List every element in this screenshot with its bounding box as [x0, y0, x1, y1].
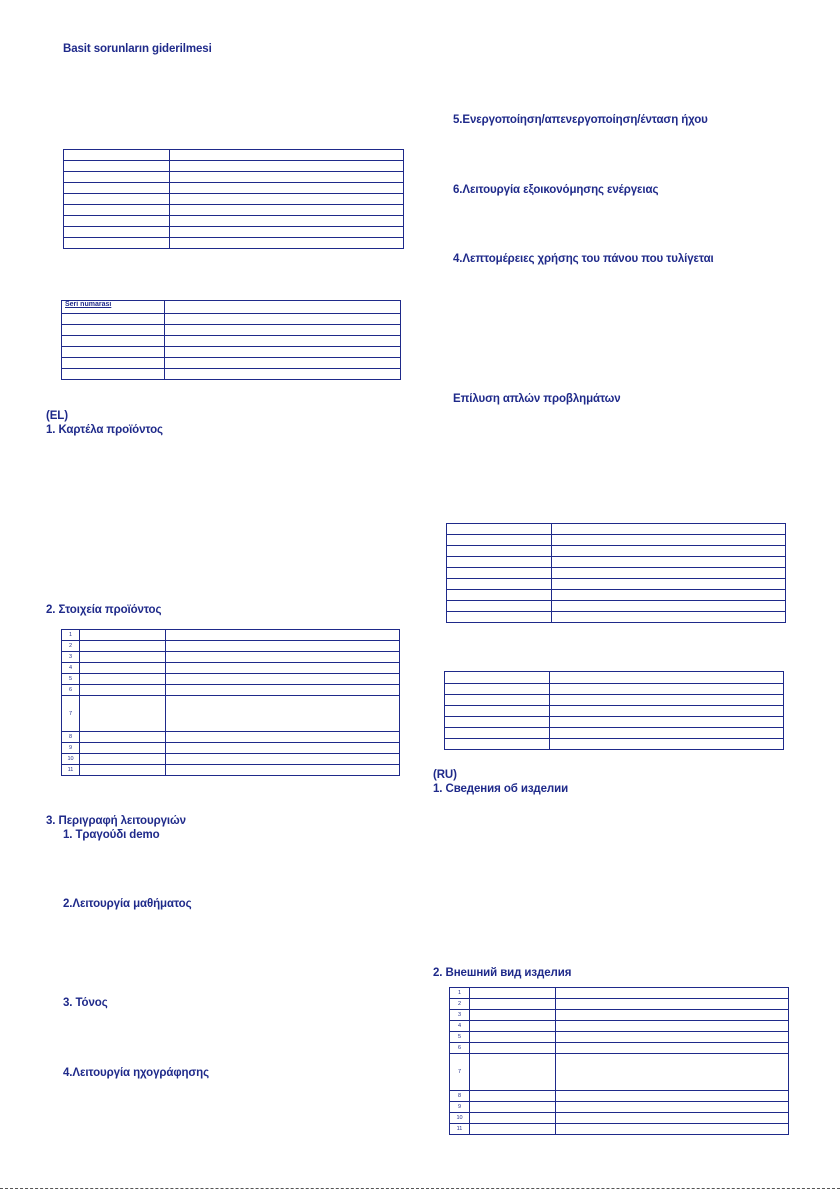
table-cell	[552, 524, 786, 535]
table-cell	[556, 999, 789, 1010]
page-bottom-divider	[0, 1188, 840, 1189]
item-number: 3	[62, 652, 80, 663]
item-number: 5	[62, 674, 80, 685]
table-cell	[445, 739, 550, 750]
item-number: 4	[62, 663, 80, 674]
table-cell	[556, 1091, 789, 1102]
table-cell	[62, 325, 165, 336]
table-cell	[470, 1021, 556, 1032]
table-cell	[447, 612, 552, 623]
table-cell	[552, 546, 786, 557]
table-cell	[552, 590, 786, 601]
item-number: 2	[450, 999, 470, 1010]
table-cell	[556, 988, 789, 999]
table-cell	[166, 732, 400, 743]
table-cell	[470, 1032, 556, 1043]
el-section-label: (EL)	[46, 410, 68, 422]
table-cell	[550, 672, 784, 684]
table-cell	[470, 1010, 556, 1021]
table-cell	[556, 1102, 789, 1113]
table-cell	[445, 684, 550, 695]
table-cell	[80, 732, 166, 743]
el-demo-song-heading: 1. Τραγούδι demo	[63, 829, 160, 841]
tr-troubleshooting-heading: Basit sorunların giderilmesi	[63, 43, 212, 55]
table-cell	[447, 535, 552, 546]
table-cell	[556, 1054, 789, 1091]
table-cell	[64, 172, 170, 183]
table-cell	[80, 652, 166, 663]
table-cell	[166, 765, 400, 776]
el-lesson-mode-heading: 2.Λειτουργία μαθήματος	[63, 898, 192, 910]
table-cell	[64, 194, 170, 205]
table-cell	[165, 347, 401, 358]
table-cell	[80, 765, 166, 776]
table-cell	[552, 612, 786, 623]
table-cell	[552, 568, 786, 579]
el-product-elements-table	[61, 629, 400, 776]
table-cell	[166, 674, 400, 685]
table-cell	[62, 369, 165, 380]
table-cell	[62, 358, 165, 369]
table-cell	[64, 161, 170, 172]
table-cell	[552, 535, 786, 546]
table-cell	[80, 696, 166, 732]
table-cell	[556, 1032, 789, 1043]
table-cell	[550, 717, 784, 728]
table-cell	[170, 205, 404, 216]
item-number: 7	[62, 696, 80, 732]
item-number: 3	[450, 1010, 470, 1021]
table-cell	[447, 590, 552, 601]
table-cell	[552, 601, 786, 612]
table-cell	[80, 630, 166, 641]
el-functions-heading: 3. Περιγραφή λειτουργιών	[46, 815, 186, 827]
item-number: 9	[450, 1102, 470, 1113]
table-cell	[80, 641, 166, 652]
table-cell	[62, 336, 165, 347]
table-cell	[170, 194, 404, 205]
table-cell	[470, 988, 556, 999]
table-cell	[445, 672, 550, 684]
table-cell	[556, 1043, 789, 1054]
table-cell	[80, 674, 166, 685]
table-cell	[470, 1124, 556, 1135]
table-cell	[80, 685, 166, 696]
ru-product-info-heading: 1. Сведения об изделии	[433, 783, 569, 795]
table-cell	[166, 652, 400, 663]
table-cell	[556, 1113, 789, 1124]
table-cell	[550, 706, 784, 717]
table-cell	[445, 717, 550, 728]
table-cell	[447, 524, 552, 535]
item-number: 9	[62, 743, 80, 754]
item-number: 4	[450, 1021, 470, 1032]
table-cell	[447, 568, 552, 579]
tr-troubleshooting-table	[63, 149, 404, 249]
table-cell	[64, 238, 170, 249]
table-cell	[550, 684, 784, 695]
table-cell	[552, 557, 786, 568]
table-cell	[170, 183, 404, 194]
el-energy-saving-heading: 6.Λειτουργία εξοικονόμησης ενέργειας	[453, 184, 659, 196]
table-cell	[470, 1102, 556, 1113]
table-cell	[165, 301, 401, 314]
ru-product-view-table	[449, 987, 789, 1135]
tr-serial-table	[61, 300, 401, 380]
el-product-card-heading: 1. Καρτέλα προϊόντος	[46, 424, 163, 436]
table-cell	[165, 358, 401, 369]
el-product-elements-heading: 2. Στοιχεία προϊόντος	[46, 604, 162, 616]
table-cell	[166, 630, 400, 641]
table-cell	[550, 728, 784, 739]
table-cell	[170, 150, 404, 161]
item-number: 8	[450, 1091, 470, 1102]
el-recording-heading: 4.Λειτουργία ηχογράφησης	[63, 1067, 209, 1079]
table-cell	[556, 1021, 789, 1032]
table-cell	[550, 739, 784, 750]
item-number: 2	[62, 641, 80, 652]
table-cell	[445, 706, 550, 717]
item-number: 6	[62, 685, 80, 696]
table-cell	[165, 325, 401, 336]
table-cell	[62, 347, 165, 358]
table-cell	[447, 579, 552, 590]
table-cell	[166, 685, 400, 696]
item-number: 7	[450, 1054, 470, 1091]
item-number: 11	[450, 1124, 470, 1135]
table-cell	[80, 754, 166, 765]
table-cell	[556, 1124, 789, 1135]
table-cell	[470, 999, 556, 1010]
el-serial-table	[444, 671, 784, 750]
item-number: 8	[62, 732, 80, 743]
table-cell	[470, 1043, 556, 1054]
table-cell	[170, 216, 404, 227]
item-number: 10	[62, 754, 80, 765]
table-cell	[552, 579, 786, 590]
el-troubleshooting-table	[446, 523, 786, 623]
table-cell	[166, 754, 400, 765]
el-sound-heading: 5.Ενεργοποίηση/απενεργοποίηση/ένταση ήχου	[453, 114, 708, 126]
table-cell	[447, 601, 552, 612]
table-cell	[445, 728, 550, 739]
table-cell	[170, 238, 404, 249]
item-number: 10	[450, 1113, 470, 1124]
table-cell	[165, 314, 401, 325]
item-number: 6	[450, 1043, 470, 1054]
table-cell	[470, 1113, 556, 1124]
table-cell	[64, 216, 170, 227]
ru-section-label: (RU)	[433, 769, 457, 781]
table-cell	[550, 695, 784, 706]
table-cell	[170, 161, 404, 172]
table-cell	[165, 369, 401, 380]
table-cell	[165, 336, 401, 347]
item-number: 11	[62, 765, 80, 776]
el-tone-heading: 3. Τόνος	[63, 997, 108, 1009]
el-troubleshooting-heading: Επίλυση απλών προβλημάτων	[453, 393, 621, 405]
ru-product-view-heading: 2. Внешний вид изделия	[433, 967, 572, 979]
table-cell	[166, 696, 400, 732]
table-cell	[170, 172, 404, 183]
table-cell	[80, 663, 166, 674]
table-cell	[170, 227, 404, 238]
table-cell	[447, 557, 552, 568]
table-cell	[166, 663, 400, 674]
table-cell	[445, 695, 550, 706]
item-number: 1	[62, 630, 80, 641]
table-cell	[64, 205, 170, 216]
el-rollup-heading: 4.Λεπτομέρειες χρήσης του πάνου που τυλίγεται	[453, 253, 714, 265]
item-number: 1	[450, 988, 470, 999]
item-number: 5	[450, 1032, 470, 1043]
table-cell	[166, 641, 400, 652]
table-cell	[470, 1091, 556, 1102]
table-cell	[64, 227, 170, 238]
table-cell	[166, 743, 400, 754]
table-cell	[556, 1010, 789, 1021]
serial-number-header: Seri numarası	[62, 301, 165, 314]
table-cell	[64, 150, 170, 161]
table-cell	[64, 183, 170, 194]
table-cell	[62, 314, 165, 325]
table-cell	[470, 1054, 556, 1091]
table-cell	[80, 743, 166, 754]
table-cell	[447, 546, 552, 557]
